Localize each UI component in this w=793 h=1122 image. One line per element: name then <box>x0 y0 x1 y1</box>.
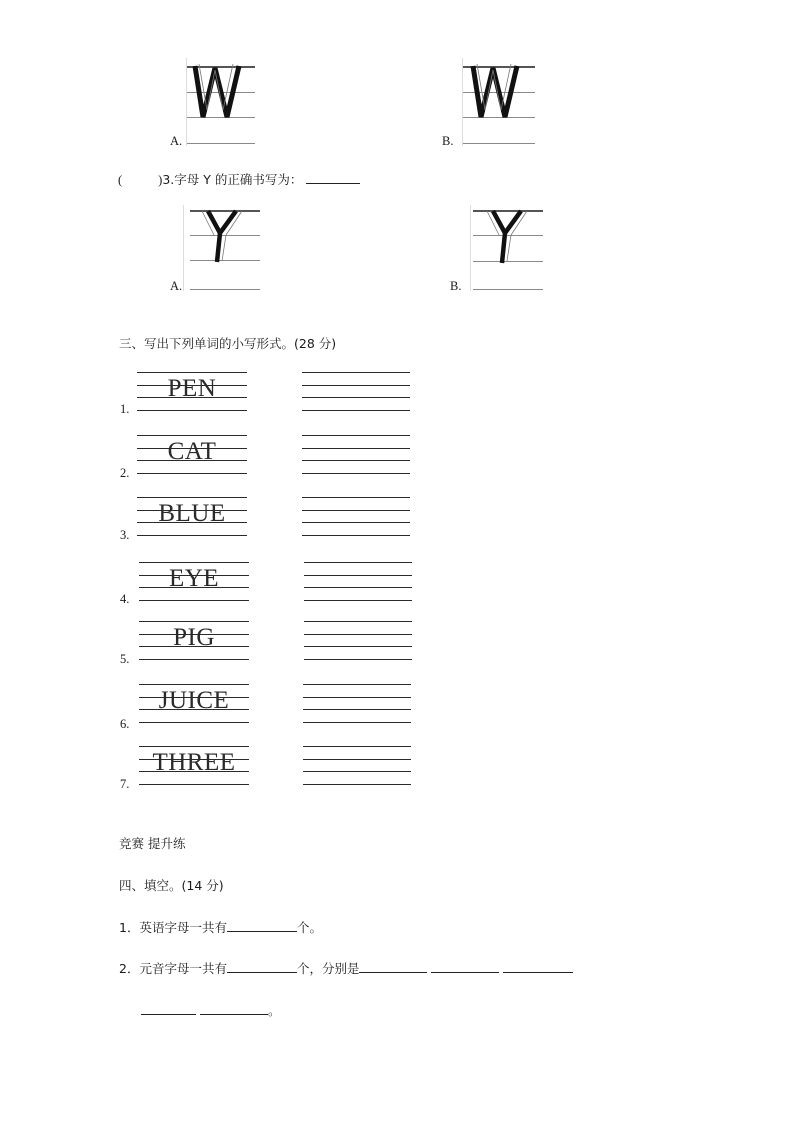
answer-paren-open: ( <box>118 173 123 187</box>
question-text: 个，分别是 <box>296 961 360 976</box>
uppercase-guide <box>137 372 247 412</box>
section-4-question-2 <box>119 959 573 977</box>
section-4-question-2-continued <box>141 1001 281 1019</box>
option-label: A. <box>170 279 183 293</box>
question-3 <box>118 170 360 188</box>
item-number: 7. <box>120 777 130 791</box>
lowercase-answer-lines[interactable] <box>302 372 410 412</box>
item-number: 3. <box>120 528 130 542</box>
item-number: 5. <box>120 652 130 666</box>
y-writing-box-b <box>470 205 543 291</box>
lowercase-answer-lines[interactable] <box>303 684 411 724</box>
w-writing-box-a <box>186 58 255 146</box>
lowercase-answer-lines[interactable] <box>304 562 412 602</box>
uppercase-guide <box>139 621 249 661</box>
uppercase-guide <box>139 562 249 602</box>
uppercase-guide <box>137 497 247 537</box>
letter-w-glyph-icon <box>463 58 535 146</box>
uppercase-guide <box>139 684 249 724</box>
question-text: 2．元音字母一共有 <box>119 961 227 976</box>
question-3-text: 3.字母 Y 的正确书写为： <box>162 172 303 187</box>
lowercase-answer-lines[interactable] <box>304 621 412 661</box>
answer-blank[interactable] <box>141 1002 196 1015</box>
uppercase-guide <box>137 435 247 475</box>
answer-blank[interactable] <box>200 1002 268 1015</box>
option-label: A. <box>170 134 183 148</box>
competition-heading: 竞赛 提升练 <box>119 836 186 851</box>
answer-paren-close: ) <box>158 173 163 187</box>
uppercase-word: EYE <box>168 565 220 592</box>
option-label: B. <box>442 134 454 148</box>
section-4-title: 四、填空。(14 分) <box>119 878 224 893</box>
item-number: 4. <box>120 592 130 606</box>
uppercase-word: BLUE <box>158 500 226 527</box>
answer-blank[interactable] <box>503 960 573 973</box>
section-3-title: 三、写出下列单词的小写形式。(28 分) <box>119 336 337 351</box>
uppercase-word: PEN <box>167 375 217 402</box>
item-number: 1. <box>120 402 130 416</box>
question-text: 。 <box>267 1003 281 1018</box>
letter-y-glyph-icon <box>471 205 543 291</box>
y-writing-box-a <box>183 205 260 291</box>
lowercase-answer-lines[interactable] <box>303 746 411 786</box>
answer-blank[interactable] <box>227 960 297 973</box>
uppercase-word: THREE <box>152 749 236 776</box>
lowercase-answer-lines[interactable] <box>302 497 410 537</box>
answer-blank[interactable] <box>359 960 427 973</box>
item-number: 6. <box>120 717 130 731</box>
section-4-question-1 <box>119 918 322 936</box>
w-writing-box-b <box>462 58 535 146</box>
uppercase-word: PIG <box>173 624 215 651</box>
lowercase-answer-lines[interactable] <box>302 435 410 475</box>
answer-blank[interactable] <box>227 919 297 932</box>
letter-y-glyph-icon <box>184 205 260 291</box>
letter-w-glyph-icon <box>187 58 255 146</box>
answer-blank[interactable] <box>306 171 360 184</box>
question-text: 1．英语字母一共有 <box>119 920 227 935</box>
uppercase-word: JUICE <box>158 687 230 714</box>
option-label: B. <box>450 279 462 293</box>
uppercase-word: CAT <box>167 438 217 465</box>
uppercase-guide <box>139 746 249 786</box>
answer-blank[interactable] <box>431 960 499 973</box>
item-number: 2. <box>120 466 130 480</box>
question-text: 个。 <box>296 920 322 935</box>
